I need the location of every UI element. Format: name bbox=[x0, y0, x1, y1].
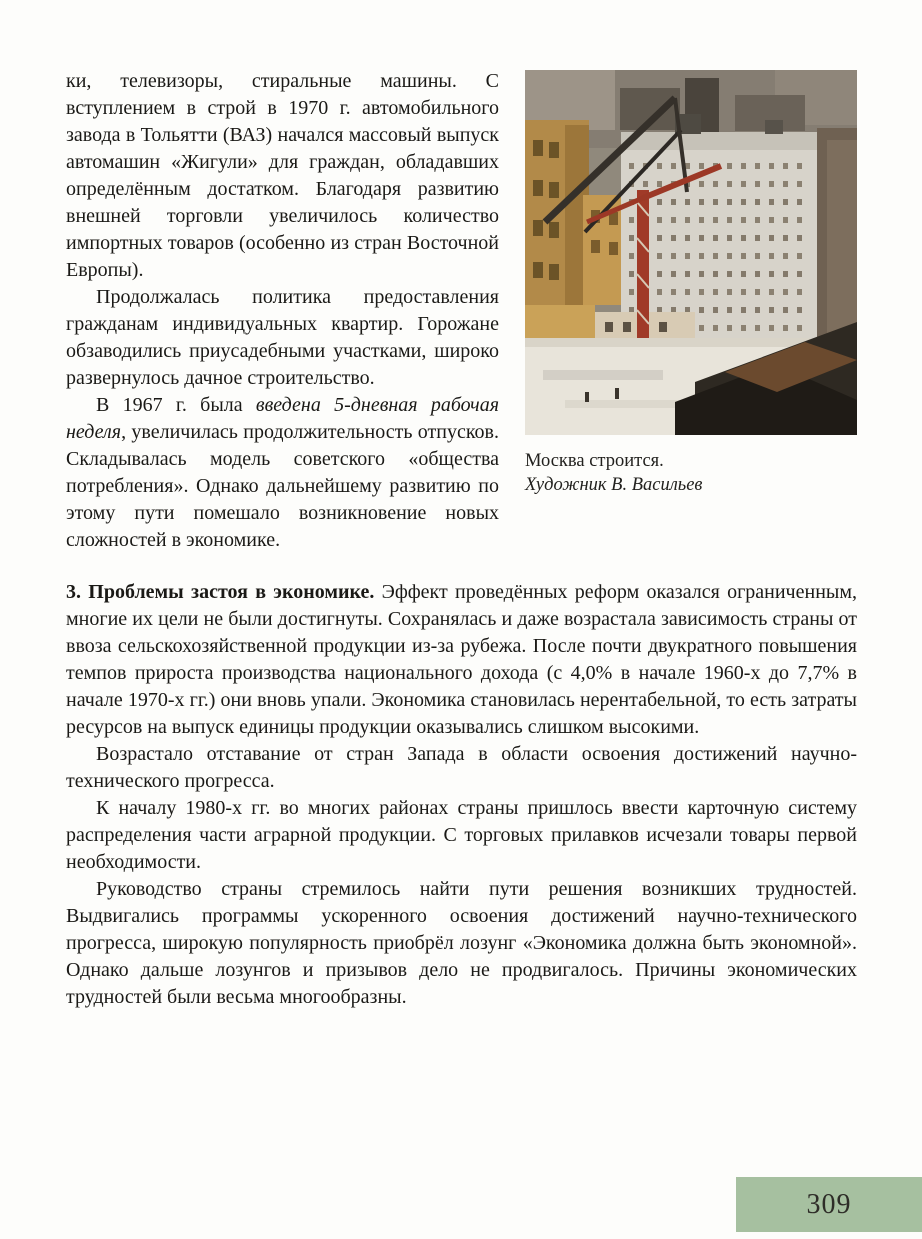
section-3-body: Эффект проведённых реформ оказался ограниченным, многие их цели не были достигнуты. Сохранялась и даже возрастала зависимость страны от ввоза сельскохозяйственной продукции из-за рубежа. После почти двукратного повышения темпов прироста производства национального дохода (с 4,0% в начале 1960-х до 7,7% в начале 1970-х гг.) они вновь упали. Экономика становилась нерентабельной, то есть затраты ресурсов на выпуск единицы продукции оказывались слишком высокими. bbox=[66, 581, 857, 738]
page-number-block bbox=[736, 1177, 922, 1232]
figure-caption-artist: Художник В. Васильев bbox=[525, 475, 703, 495]
work-week-pre: В 1967 г. была bbox=[96, 394, 256, 416]
painting-moscow-construction bbox=[525, 70, 857, 435]
section-3-paragraph bbox=[66, 579, 857, 741]
figure-caption-title: Москва строится. bbox=[525, 451, 664, 471]
paragraph-ration-cards: К началу 1980-х гг. во многих районах страны пришлось ввести карточную систему распределения части аграрной продукции. С торговых прилавков исчезали товары первой необходимости. bbox=[66, 797, 857, 873]
painting-image bbox=[525, 70, 857, 435]
paragraph-consumer-goods: ки, телевизоры, стиральные машины. С вступлением в строй в 1970 г. автомобильного завода в Тольятти (ВАЗ) начался массовый выпуск автомашин «Жигули» для граждан, обладавших определённым достатком. Благодаря развитию внешней торговли увеличилось количество импортных товаров (особенно из стран Восточной Европы). bbox=[66, 70, 499, 281]
work-week-italic: введена 5-дневная рабочая неделя bbox=[66, 394, 499, 443]
page-number: 309 bbox=[806, 1188, 852, 1220]
painting-snow bbox=[525, 322, 857, 435]
painting-buildings bbox=[525, 114, 857, 363]
paragraph-leadership: Руководство страны стремилось найти пути решения возникших трудностей. Выдвигались программы ускоренного освоения достижений научно-технического прогресса, широкую популярность приобрёл лозунг «Экономика должна быть экономной». Однако дальше лозунгов и призывов дело не продвигалось. Причины экономических трудностей были весьма многообразны. bbox=[66, 878, 857, 1008]
work-week-post: , увеличилась продолжительность отпусков. Складывалась модель советского «общества потребления». Однако дальнейшему развитию по этому пути помешало возникновение новых сложностей в экономике. bbox=[66, 421, 499, 551]
paragraph-lag: Возрастало отставание от стран Запада в области освоения достижений научно-технического прогресса. bbox=[66, 743, 857, 792]
page-content bbox=[66, 68, 857, 1011]
figure-moscow bbox=[525, 70, 857, 497]
paragraph-housing: Продолжалась политика предоставления гражданам индивидуальных квартир. Горожане обзаводились приусадебными участками, широко развернулось дачное строительство. bbox=[66, 286, 499, 389]
figure-caption bbox=[525, 449, 857, 497]
section-3-heading: 3. Проблемы застоя в экономике. bbox=[66, 581, 375, 603]
